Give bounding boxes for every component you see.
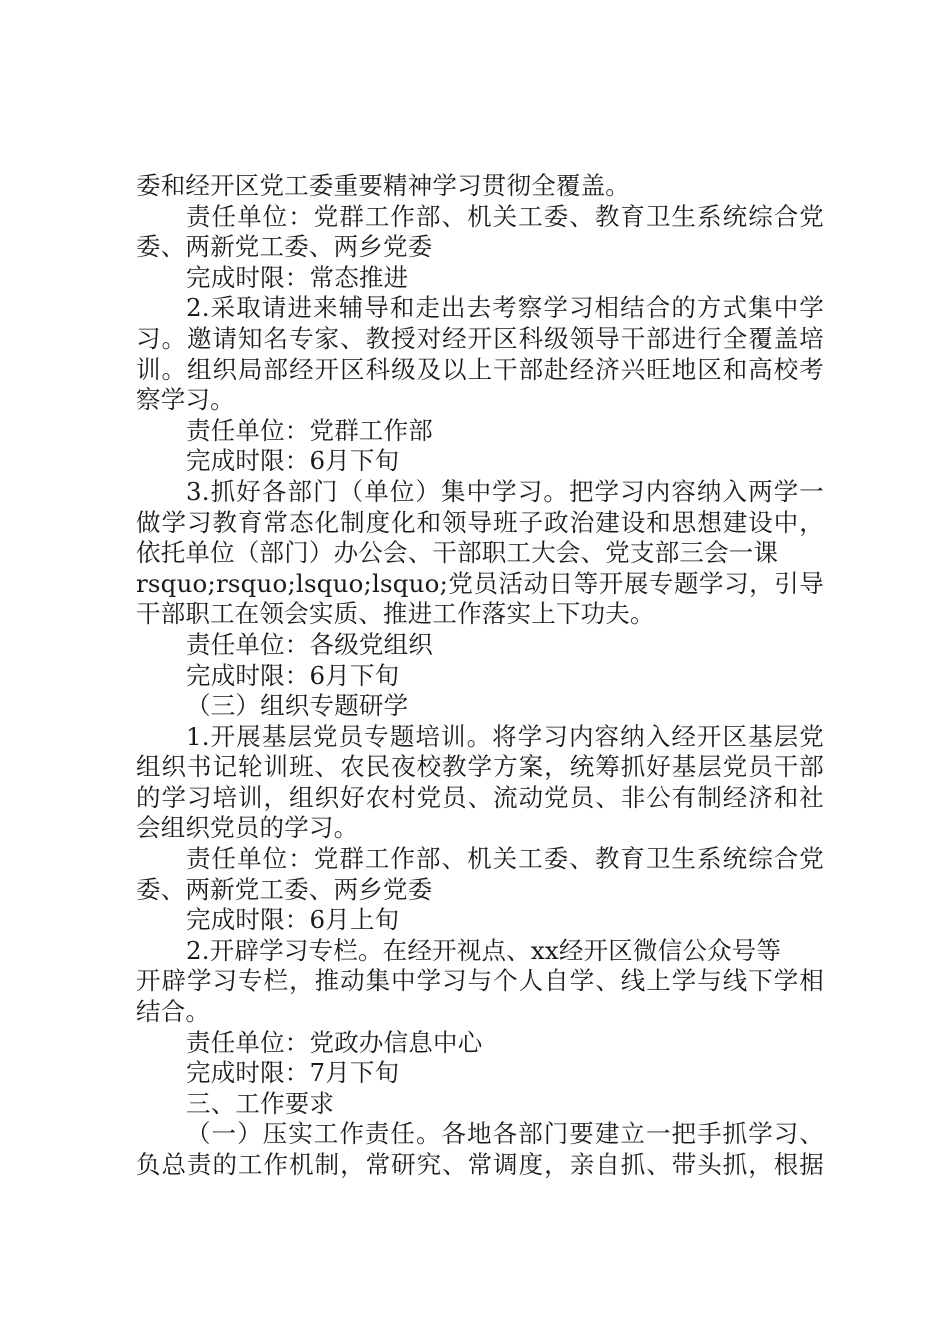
text-line: 察学习。 — [136, 385, 235, 415]
text-line: 责任单位：党群工作部 — [186, 415, 433, 445]
text-line: 会组织党员的学习。 — [136, 813, 359, 843]
text-line: 依托单位（部门）办公会、干部职工大会、党支部三会一课 — [136, 538, 779, 568]
text-line: 责任单位：党群工作部、机关工委、教育卫生系统综合党 — [186, 201, 824, 231]
text-line: 组织书记轮训班、农民夜校教学方案，统筹抓好基层党员干部 — [136, 752, 824, 782]
text-line: 干部职工在领会实质、推进工作落实上下功夫。 — [136, 599, 655, 629]
text-line: （一）压实工作责任。各地各部门要建立一把手抓学习、 — [186, 1119, 824, 1149]
text-line: 完成时限：6月上旬 — [186, 905, 400, 935]
text-line: 完成时限：常态推进 — [186, 262, 409, 292]
text-line: （三）组织专题研学 — [186, 691, 409, 721]
text-line: 责任单位：党群工作部、机关工委、教育卫生系统综合党 — [186, 844, 824, 874]
text-line: 2.开辟学习专栏。在经开视点、xx经开区微信公众号等 — [186, 935, 782, 965]
text-line: 完成时限：6月下旬 — [186, 660, 400, 690]
text-line: 完成时限：7月下旬 — [186, 1058, 400, 1088]
text-line: 的学习培训，组织好农村党员、流动党员、非公有制经济和社 — [136, 782, 824, 812]
text-line: 三、工作要求 — [186, 1088, 335, 1118]
text-line: rsquo;rsquo;lsquo;lsquo;党员活动日等开展专题学习，引导 — [136, 568, 824, 598]
text-line: 责任单位：各级党组织 — [186, 629, 433, 659]
text-line: 完成时限：6月下旬 — [186, 446, 400, 476]
text-line: 委和经开区党工委重要精神学习贯彻全覆盖。 — [136, 171, 630, 200]
text-line: 责任单位：党政办信息中心 — [186, 1027, 483, 1057]
text-line: 结合。 — [136, 997, 211, 1027]
text-line: 开辟学习专栏，推动集中学习与个人自学、线上学与线下学相 — [136, 966, 824, 996]
document-body — [136, 171, 824, 1181]
text-line: 训。组织局部经开区科级及以上干部赴经济兴旺地区和高校考 — [136, 354, 824, 384]
text-line: 3.抓好各部门（单位）集中学习。把学习内容纳入两学一 — [186, 476, 824, 506]
text-line: 2.采取请进来辅导和走出去考察学习相结合的方式集中学 — [186, 293, 824, 323]
text-line: 负总责的工作机制，常研究、常调度，亲自抓、带头抓，根据 — [136, 1150, 824, 1179]
text-line: 做学习教育常态化制度化和领导班子政治建设和思想建设中， — [136, 507, 824, 537]
text-line: 1.开展基层党员专题培训。将学习内容纳入经开区基层党 — [186, 721, 824, 751]
text-line: 委、两新党工委、两乡党委 — [136, 874, 433, 904]
text-line: 习。邀请知名专家、教授对经开区科级领导干部进行全覆盖培 — [136, 323, 824, 353]
text-line: 委、两新党工委、两乡党委 — [136, 232, 433, 262]
